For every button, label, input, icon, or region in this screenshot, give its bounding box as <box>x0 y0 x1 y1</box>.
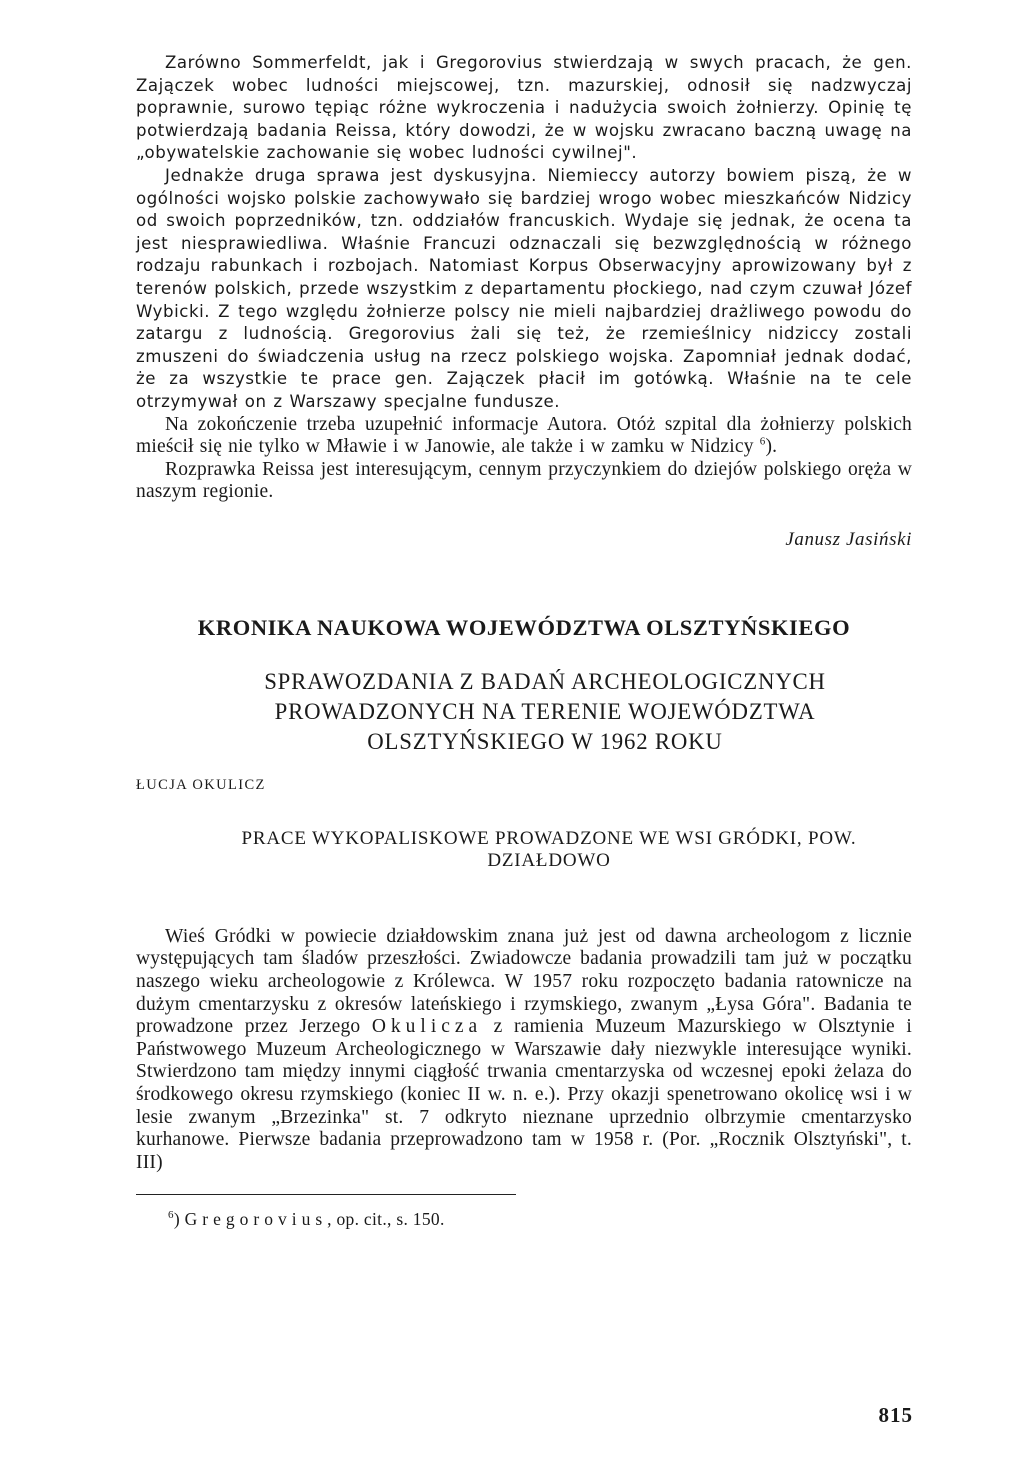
footnote-reference: 6 <box>759 435 766 448</box>
section-heading: KRONIKA NAUKOWA WOJEWÓDZTWA OLSZTYŃSKIEGO <box>197 614 851 640</box>
article-body-start: Wieś Gródki w powiecie działdowskim znana już jest od dawna archeologom z licznie występujących tam śladów przeszłości. Zwiadowcze badania prowadzili tam już w początku naszego wieku archeologowie z Królewca. W 1957 roku rozpoczęto badania ratownicze na dużym cmentarzysku z okresów lateńskiego i rzymskiego, zwanym „Łysa Góra". Badania te prowadzone przez Jerzego <box>136 925 912 1038</box>
review-signature: Janusz Jasiński <box>785 528 912 550</box>
footnote-author: Gregorovius <box>184 1209 328 1230</box>
review-paragraph-3-end: ). <box>765 436 778 458</box>
review-paragraph-3 <box>136 414 912 459</box>
article-author: ŁUCJA OKULICZ <box>136 776 266 793</box>
article-body-spaced-name: Okulicza <box>371 1016 483 1038</box>
footnote <box>136 1209 912 1230</box>
document-page <box>136 52 912 1230</box>
article-body-end: z ramienia Muzeum Mazurskiego w Olsztynie i Państwowego Muzeum Archeologicznego w Warszawie dały niezwykle interesujące wyniki. Stwierdzono tam między innymi ciągłość trwania cmentarzyska od wczesnej epoki żelaza do środkowego okresu rzymskiego (koniec II w. n. e.). Przy okazji spenetrowano okolicę wsi i w lesie zwanym „Brzezinka" st. 7 odkryto nieznane uprzednio olbrzymie cmentarzysko kurhanowe. Pierwsze badania przeprowadzono tam w 1958 r. (Por. „Rocznik Olsztyński", t. III) <box>136 1016 912 1173</box>
review-paragraph-1: Zarówno Sommerfeldt, jak i Gregorovius stwierdzają w swych pracach, że gen. Zajączek wobec ludności miejscowej, tzn. mazurskiej, odnosił się nadzwyczaj poprawnie, surowo tępiąc różne wykroczenia i nadużycia swoich żołnierzy. Opinię tę potwierdzają badania Reissa, który dowodzi, że w wojsku zwracano baczną uwagę na „obywatelskie zachowanie się wobec ludności cywilnej". <box>136 53 912 163</box>
report-title: SPRAWOZDANIA Z BADAŃ ARCHEOLOGICZNYCH PROWADZONYCH NA TERENIE WOJEWÓDZTWA OLSZTYŃSKIEGO W 1962 ROKU <box>264 668 826 754</box>
review-paragraph-4: Rozprawka Reissa jest interesującym, cennym przyczynkiem do dziejów polskiego oręża w naszym regionie. <box>136 458 912 503</box>
footnote-mark: 6 <box>168 1209 174 1222</box>
page-number: 815 <box>878 1403 913 1427</box>
review-paragraph-2: Jednakże druga sprawa jest dyskusyjna. Niemieccy autorzy bowiem piszą, że w ogólności wojsko polskie zachowywało się bardziej wrogo wobec mieszkańców Nidzicy od swoich poprzedników, tzn. oddziałów francuskich. Wydaje się jednak, że ocena ta jest niesprawiedliwa. Właśnie Francuzi odznaczali się bezwzględnością w różnego rodzaju rabunkach i rozbojach. Natomiast Korpus Obserwacyjny aprowizowany był z terenów polskich, przede wszystkim z departamentu płockiego, nad czym czuwał Józef Wybicki. Z tego względu żołnierze polscy nie mieli najbardziej drażliwego powodu do zatargu z ludnością. Gregorovius żali się też, że rzemieślnicy nidziccy zostali zmuszeni do świadczenia usług na rzecz polskiego wojska. Zapomniał jednak dodać, że za wszystkie te prace gen. Zajączek płacił im gotówką. Właśnie na te cele otrzymywał on z Warszawy specjalne fundusze. <box>136 165 912 411</box>
article-body-paragraph <box>136 926 912 1175</box>
footnote-divider <box>136 1194 516 1195</box>
review-paragraph-3-text: Na zokończenie trzeba uzupełnić informacje Autora. Otóż szpital dla żołnierzy polskich mieścił się nie tylko w Mławie i w Janowie, ale także i w zamku w Nidzicy <box>136 413 912 458</box>
footnote-mark-close: ) <box>173 1209 180 1230</box>
article-title: PRACE WYKOPALISKOWE PROWADZONE WE WSI GRÓDKI, POW. DZIAŁDOWO <box>241 827 857 872</box>
footnote-text: , op. cit., s. 150. <box>327 1209 445 1230</box>
